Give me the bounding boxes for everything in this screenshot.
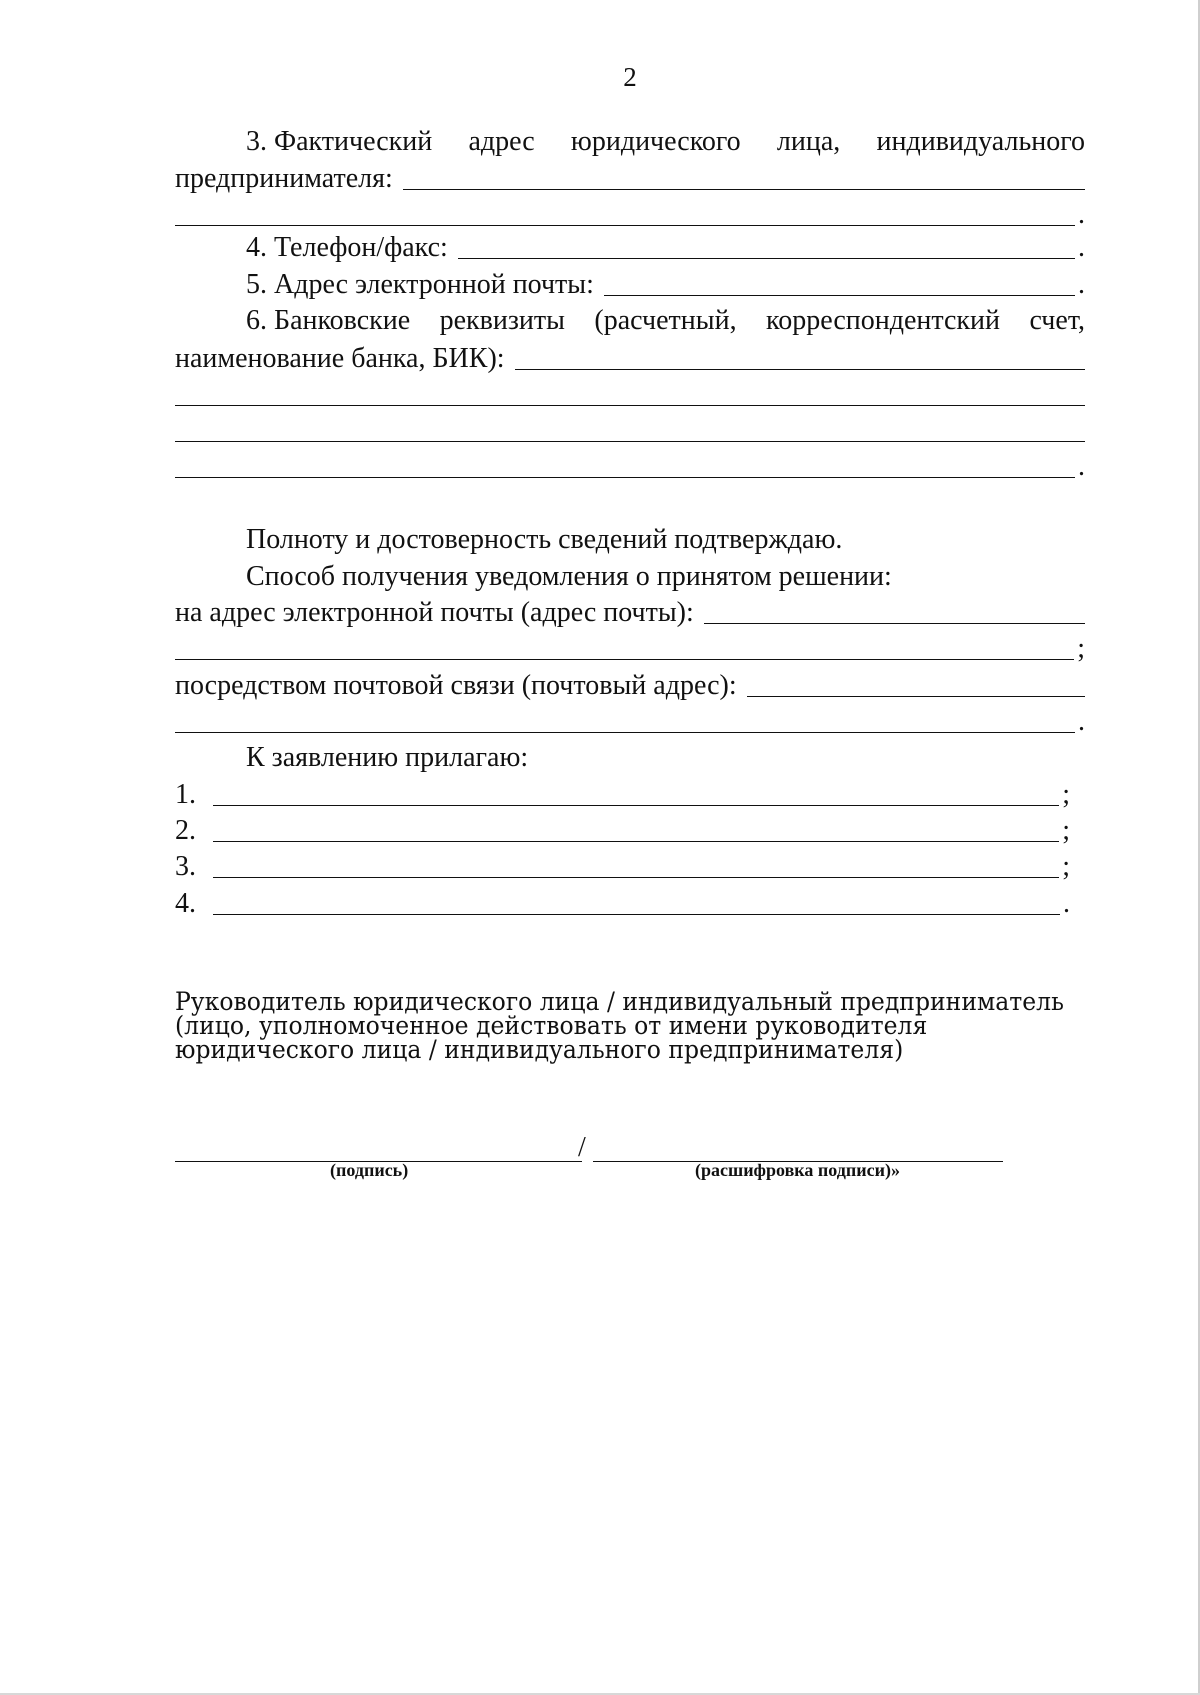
signature-separator: / — [578, 1132, 586, 1163]
signatory-line: Руководитель юридического лица / индивидуальный предприниматель — [175, 987, 1064, 1016]
notification-email-row — [175, 596, 1085, 630]
bank-details-field-continued[interactable] — [175, 453, 1075, 478]
end-mark: . — [1078, 232, 1085, 263]
section-3-word: лица, — [776, 126, 841, 157]
attachment-field[interactable] — [213, 853, 1059, 878]
notification-post-field[interactable] — [747, 672, 1085, 697]
attachment-field[interactable] — [213, 781, 1059, 806]
end-mark: . — [1063, 888, 1070, 919]
section-6-word: 6. Банковские — [246, 305, 411, 336]
email-label: 5. Адрес электронной почты: — [246, 269, 594, 300]
section-6-bank-row — [175, 342, 1085, 376]
phone-fax-label: 4. Телефон/факс: — [246, 232, 448, 263]
notification-heading: Способ получения уведомления о принятом решении: — [246, 561, 892, 592]
email-field[interactable] — [604, 271, 1075, 296]
notification-post-field-continued[interactable] — [175, 708, 1075, 733]
section-6-word: счет, — [1029, 305, 1085, 336]
section-6-bank-row-3 — [175, 414, 1085, 448]
notification-post-row-2 — [175, 705, 1085, 739]
end-mark: . — [1078, 451, 1085, 482]
attachment-row — [175, 778, 1070, 812]
section-6-word: реквизиты — [439, 305, 565, 336]
notification-post-row — [175, 669, 1085, 703]
end-mark: . — [1078, 706, 1085, 737]
section-3-word: юридического — [570, 126, 741, 157]
end-mark: ; — [1062, 815, 1070, 846]
end-mark: . — [1078, 269, 1085, 300]
section-5-row — [246, 268, 1085, 302]
notification-email-field[interactable] — [704, 599, 1085, 624]
section-6-heading — [246, 304, 1085, 338]
bank-details-field-continued[interactable] — [175, 381, 1085, 406]
attachment-field[interactable] — [213, 890, 1060, 915]
attachments-heading: К заявлению прилагаю: — [246, 742, 529, 773]
section-6-continuation: наименование банка, БИК): — [175, 343, 505, 374]
end-mark: ; — [1077, 633, 1085, 664]
bank-details-field-continued[interactable] — [175, 417, 1085, 442]
signature-row — [175, 1132, 1000, 1163]
attachment-number: 1. — [175, 779, 196, 810]
attachment-row — [175, 887, 1070, 921]
signatory-block — [175, 987, 1064, 1064]
notification-email-field-continued[interactable] — [175, 635, 1074, 660]
section-3-word: индивидуального — [876, 126, 1085, 157]
section-6-bank-row-4 — [175, 450, 1085, 484]
section-3-address-row-2 — [175, 198, 1085, 232]
bank-details-field[interactable] — [515, 345, 1085, 370]
attachment-number: 3. — [175, 851, 196, 882]
confirmation-text: Полноту и достоверность сведений подтверждаю. — [246, 524, 843, 555]
actual-address-field[interactable] — [403, 165, 1085, 190]
attachment-number: 4. — [175, 888, 196, 919]
notification-email-row-2 — [175, 632, 1085, 666]
attachment-number: 2. — [175, 815, 196, 846]
section-3-word: 3. Фактический — [246, 126, 433, 157]
signatory-line: юридического лица / индивидуального предпринимателя) — [175, 1035, 904, 1064]
section-6-bank-row-2 — [175, 378, 1085, 412]
page-number: 2 — [623, 62, 637, 92]
section-3-word: адрес — [468, 126, 535, 157]
end-mark: ; — [1062, 851, 1070, 882]
section-6-word: (расчетный, — [594, 305, 737, 336]
signatory-line: (лицо, уполномоченное действовать от имени руководителя — [175, 1011, 928, 1040]
attachment-row — [175, 850, 1070, 884]
notification-post-label: посредством почтовой связи (почтовый адрес): — [175, 670, 737, 701]
section-3-continuation: предпринимателя: — [175, 163, 393, 194]
signature-decode-caption: (расшифровка подписи)» — [695, 1160, 900, 1180]
actual-address-field-continued[interactable] — [175, 201, 1075, 226]
end-mark: ; — [1062, 779, 1070, 810]
end-mark: . — [1078, 199, 1085, 230]
phone-fax-field[interactable] — [458, 234, 1075, 259]
attachment-field[interactable] — [213, 817, 1059, 842]
section-3-heading — [246, 125, 1085, 159]
section-6-word: корреспондентский — [766, 305, 1000, 336]
signature-caption: (подпись) — [330, 1160, 409, 1180]
section-3-address-row — [175, 162, 1085, 196]
attachment-row — [175, 814, 1070, 848]
notification-email-label: на адрес электронной почты (адрес почты): — [175, 597, 694, 628]
section-4-row — [246, 231, 1085, 265]
